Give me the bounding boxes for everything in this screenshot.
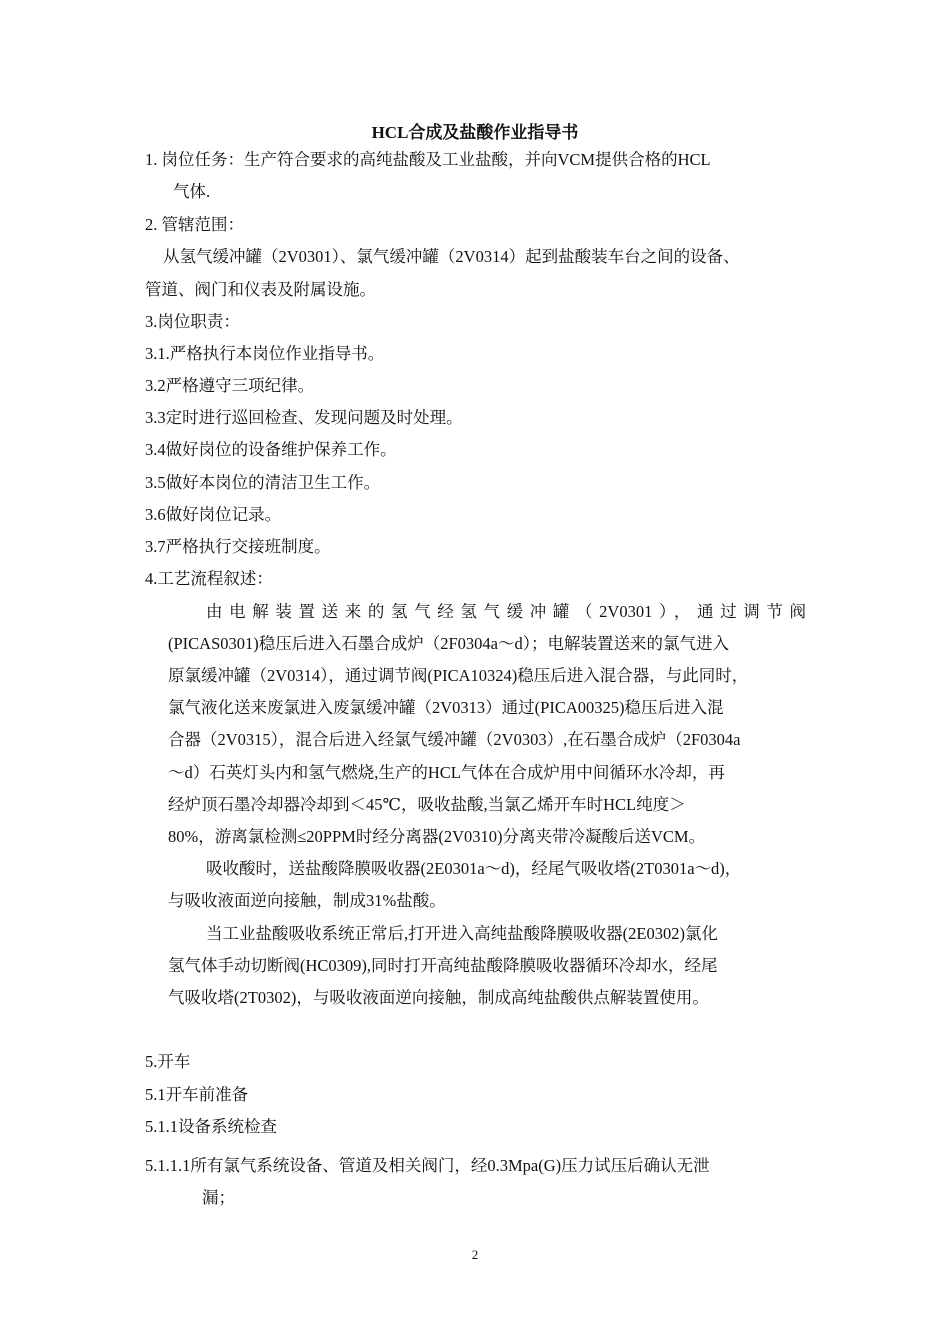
text-line: 原氯缓冲罐（2V0314），通过调节阀(PICA10324)稳压后进入混合器，与此同时， <box>168 666 749 685</box>
text-line: 5.1.1设备系统检查 <box>145 1117 277 1136</box>
text-line: 合器（2V0315），混合后进入经氯气缓冲罐（2V0303）,在石墨合成炉（2F0304a <box>168 730 741 749</box>
text-line: 4.工艺流程叙述： <box>145 569 273 588</box>
text-line: 2. 管辖范围： <box>145 215 244 234</box>
text-line: 与吸收液面逆向接触，制成31%盐酸。 <box>168 891 446 910</box>
text-line: 3.5做好本岗位的清洁卫生工作。 <box>145 473 381 492</box>
text-line: 3.6做好岗位记录。 <box>145 505 282 524</box>
text-line: 3.1.严格执行本岗位作业指导书。 <box>145 344 385 363</box>
text-line: (PICAS0301)稳压后进入石墨合成炉（2F0304a～d）；电解装置送来的氯气进入 <box>168 634 730 653</box>
text-line: 5.开车 <box>145 1052 191 1071</box>
text-line: 3.岗位职责： <box>145 312 240 331</box>
text-line: 5.1开车前准备 <box>145 1085 249 1104</box>
text-line: 从氢气缓冲罐（2V0301）、氯气缓冲罐（2V0314）起到盐酸装车台之间的设备、 <box>163 247 740 266</box>
text-line: 由电解装置送来的氢气经氢气缓冲罐（2V0301），通过调节阀 <box>206 602 806 621</box>
document-title: HCL合成及盐酸作业指导书 <box>371 123 579 142</box>
text-line: 氯气液化送来废氯进入废氯缓冲罐（2V0313）通过(PICA00325)稳压后进入混 <box>168 698 724 717</box>
text-line: 漏； <box>202 1188 235 1207</box>
text-line: 5.1.1.1所有氯气系统设备、管道及相关阀门，经0.3Mpa(G)压力试压后确认无泄 <box>145 1156 710 1175</box>
page-number: 2 <box>471 1247 479 1262</box>
text-line: 1. 岗位任务：生产符合要求的高纯盐酸及工业盐酸，并向VCM提供合格的HCL <box>145 150 711 169</box>
text-line: 吸收酸时，送盐酸降膜吸收器(2E0301a～d)，经尾气吸收塔(2T0301a～d)， <box>206 859 742 878</box>
text-line: 3.4做好岗位的设备维护保养工作。 <box>145 440 397 459</box>
text-line: 3.7严格执行交接班制度。 <box>145 537 331 556</box>
text-line: 气体. <box>173 182 211 201</box>
text-line: 3.3定时进行巡回检查、发现问题及时处理。 <box>145 408 463 427</box>
text-line: 经炉顶石墨冷却器冷却到＜45℃，吸收盐酸,当氯乙烯开车时HCL纯度＞ <box>168 795 686 814</box>
text-line: 管道、阀门和仪表及附属设施。 <box>145 280 376 299</box>
text-line: ～d）石英灯头内和氢气燃烧,生产的HCL气体在合成炉用中间循环水冷却，再 <box>168 763 725 782</box>
text-line: 氢气体手动切断阀(HC0309),同时打开高纯盐酸降膜吸收器循环冷却水，经尾 <box>168 956 718 975</box>
text-line: 当工业盐酸吸收系统正常后,打开进入高纯盐酸降膜吸收器(2E0302)氯化 <box>206 924 718 943</box>
text-line: 80%，游离氯检测≤20PPM时经分离器(2V0310)分离夹带冷凝酸后送VCM。 <box>168 827 706 846</box>
text-line: 气吸收塔(2T0302)，与吸收液面逆向接触，制成高纯盐酸供点解装置使用。 <box>168 988 709 1007</box>
text-line: 3.2严格遵守三项纪律。 <box>145 376 315 395</box>
